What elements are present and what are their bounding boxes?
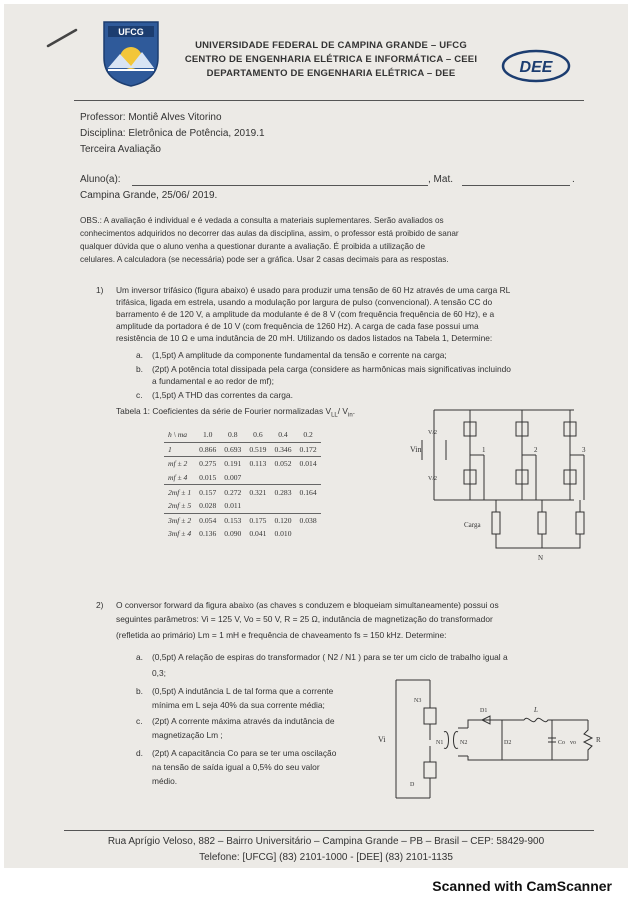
q1b-text-2: a fundamental e ao redor de mf); xyxy=(152,376,274,386)
table-cell xyxy=(245,471,270,485)
dee-logo xyxy=(500,48,572,84)
table-row xyxy=(164,457,321,471)
obs-line-2: conhecimentos adquiridos no decorrer das aulas da disciplina, assim, o professor está proibido de sanar xyxy=(80,229,459,238)
d2-label: D2 xyxy=(504,740,512,746)
ufcg-logo-text: UFCG xyxy=(118,27,144,37)
table-cell: 0.028 xyxy=(195,499,220,513)
q2c-text-1: (2pt) A corrente máxima através da indutância de xyxy=(152,716,335,726)
node-3-label: 3 xyxy=(582,446,586,454)
table-cell: 0.175 xyxy=(249,515,267,525)
center-name: CENTRO DE ENGENHARIA ELÉTRICA E INFORMÁTICA – CEEI xyxy=(184,54,478,65)
table-cell: 0.052 xyxy=(274,459,292,469)
discipline-line: Disciplina: Eletrônica de Potência, 2019.1 xyxy=(80,128,265,139)
table-cell: 0.054 xyxy=(199,515,217,525)
table-header-cell: 0.8 xyxy=(220,428,245,442)
table-row xyxy=(164,471,321,485)
q1c-letter: c. xyxy=(136,390,143,400)
q2a-letter: a. xyxy=(136,652,143,662)
q2c-text-2: magnetização Lm ; xyxy=(152,730,223,740)
table-cell: 0.011 xyxy=(220,499,245,513)
table-cell: mf ± 4 xyxy=(164,471,195,485)
table-cell: 0.153 xyxy=(224,515,242,525)
table-cell: 1 xyxy=(164,442,195,457)
vi-label: Vi xyxy=(378,735,386,744)
table-row xyxy=(164,527,321,541)
table-cell: 0.272 xyxy=(224,487,242,497)
q2b-text-1: (0,5pt) A indutância L de tal forma que a corrente xyxy=(152,686,334,696)
table-header-cell: h \ ma xyxy=(164,428,195,442)
mat-end: . xyxy=(572,174,575,185)
half-voltage-bottom: V/2 xyxy=(428,476,437,482)
table-header-cell: 1.0 xyxy=(195,428,220,442)
q2d-text-2: na tensão de saída igual a 0,5% do seu valor xyxy=(152,762,320,772)
table-cell: 0.010 xyxy=(274,529,292,539)
q2d-text-1: (2pt) A capacitância Co para se ter uma oscilação xyxy=(152,748,337,758)
table-cell: 0.346 xyxy=(270,442,295,457)
scanned-page xyxy=(4,4,628,868)
table-cell: 0.866 xyxy=(195,442,220,457)
q1b-text-1: (2pt) A potência total dissipada pela carga (considere as harmônicas mais significativas incluindo xyxy=(152,364,511,374)
obs-line-1: OBS.: A avaliação é individual e é vedada a consulta a materiais suplementares. Serão avaliados os xyxy=(80,216,444,225)
q2-number: 2) xyxy=(96,600,104,610)
q1a-letter: a. xyxy=(136,350,143,360)
department-name: DEPARTAMENTO DE ENGENHARIA ELÉTRICA – DEE xyxy=(206,68,456,79)
inverter-circuit-diagram xyxy=(404,400,594,570)
table-cell xyxy=(270,471,295,485)
table-cell: 0.014 xyxy=(299,459,317,469)
q2-line-2: seguintes parâmetros: Vi = 125 V, Vo = 50 V, R = 25 Ω, indutância de magnetização do transformador xyxy=(116,614,493,624)
q1c-text: (1,5pt) A THD das correntes da carga. xyxy=(152,390,293,400)
node-2-label: 2 xyxy=(534,446,538,454)
table-header-cell: 0.4 xyxy=(270,428,295,442)
table-cell: 0.275 xyxy=(199,459,217,469)
table-cell: 0.136 xyxy=(199,529,217,539)
footer-divider xyxy=(64,830,594,831)
table-cell: 0.015 xyxy=(195,471,220,485)
pen-stroke-mark xyxy=(44,18,84,58)
q1b-letter: b. xyxy=(136,364,143,374)
table-cell: 0.007 xyxy=(220,471,245,485)
student-label: Aluno(a): xyxy=(80,174,121,185)
q2-line-3: (refletida ao primário) Lm = 1 mH e frequência de chaveamento fs = 150 kHz. Determine: xyxy=(116,630,447,640)
table-cell xyxy=(245,499,270,513)
q2a-text-2: 0,3; xyxy=(152,668,166,678)
scanner-footer xyxy=(0,868,630,909)
table-cell: 3mf ± 2 xyxy=(168,515,192,525)
table-header-cell: 0.6 xyxy=(245,428,270,442)
table-cell: 0.321 xyxy=(249,487,267,497)
table-row xyxy=(164,499,321,513)
table-cell: 3mf ± 4 xyxy=(168,529,192,539)
university-name: UNIVERSIDADE FEDERAL DE CAMPINA GRANDE – UFCG xyxy=(195,40,467,51)
half-voltage-top: V/2 xyxy=(428,430,437,436)
node-1-label: 1 xyxy=(482,446,486,454)
footer-address: Rua Aprígio Veloso, 882 – Bairro Universitário – Campina Grande – PB – Brasil – CEP: 58429-900 xyxy=(107,836,545,847)
obs-line-3: qualquer dúvida que o aluno venha a questionar durante a avaliação. É proibida a utilização de xyxy=(80,242,426,251)
q2b-letter: b. xyxy=(136,686,143,696)
dee-logo-text: DEE xyxy=(519,59,553,76)
table-cell: 0.113 xyxy=(249,459,267,469)
table-cell: 0.041 xyxy=(249,529,267,539)
exam-title: Terceira Avaliação xyxy=(80,144,161,155)
q1-line-4: amplitude da portadora é de 10 V (com frequência de 1260 Hz). A carga de cada fase possui uma xyxy=(116,321,479,331)
q1-number: 1) xyxy=(96,285,104,295)
n2-label: N2 xyxy=(460,740,468,746)
q2d-letter: d. xyxy=(136,748,143,758)
table-cell: 0.172 xyxy=(296,442,321,457)
load-label: Carga xyxy=(464,521,481,529)
table-cell: 0.519 xyxy=(245,442,270,457)
footer-phones: Telefone: [UFCG] (83) 2101-1000 - [DEE] (83) 2101-1135 xyxy=(199,852,453,863)
d3-label: D xyxy=(410,782,415,788)
student-name-blank[interactable] xyxy=(132,185,428,186)
q2c-letter: c. xyxy=(136,716,143,726)
table-header-row xyxy=(164,428,321,442)
q1-line-5: resistência de 10 Ω e uma indutância de 20 mH. Utilizando os dados listados na Tabela 1, Determine: xyxy=(116,333,493,343)
table-row xyxy=(164,485,321,499)
table-cell: 0.693 xyxy=(220,442,245,457)
table-cell: 0.191 xyxy=(224,459,242,469)
inductor-label: L xyxy=(534,706,538,714)
place-date: Campina Grande, 25/06/ 2019. xyxy=(80,190,218,201)
table-cell: 2mf ± 1 xyxy=(168,487,192,497)
table-cell: mf ± 2 xyxy=(168,459,188,469)
capacitor-label: Co xyxy=(558,740,566,746)
table-cell: 0.090 xyxy=(224,529,242,539)
q1-line-1: Um inversor trifásico (figura abaixo) é usado para produzir uma tensão de 60 Hz através de uma carga RL xyxy=(116,285,511,295)
table-cell: 0.164 xyxy=(299,487,317,497)
mat-number-blank[interactable] xyxy=(462,185,570,186)
camscanner-watermark: Scanned with CamScanner xyxy=(432,878,612,894)
table-cell: 0.283 xyxy=(274,487,292,497)
table-cell: 0.038 xyxy=(299,515,317,525)
forward-converter-diagram xyxy=(374,668,610,818)
q1-line-3: barramento é de 120 V, a amplitude da modulante é de 8 V (com frequência frequência de 60 Hz), e a xyxy=(116,309,495,319)
neutral-label: N xyxy=(538,554,544,562)
d1-label: D1 xyxy=(480,708,488,714)
mat-label: , Mat. xyxy=(428,174,454,185)
obs-line-4: celulares. A calculadora (se necessária) pode ser a gráfica. Usar 2 casas decimais para as respostas. xyxy=(80,255,449,264)
n1-label: N1 xyxy=(436,740,444,746)
resistor-label: R xyxy=(596,736,601,744)
vo-label: vo xyxy=(570,740,576,746)
q1a-text: (1,5pt) A amplitude da componente fundamental da tensão e corrente na carga; xyxy=(152,350,447,360)
table-cell xyxy=(270,499,295,513)
vin-label: Vin xyxy=(410,445,422,454)
table-row xyxy=(164,442,321,457)
table-row xyxy=(164,513,321,527)
header-divider xyxy=(74,100,584,101)
q2a-text-1: (0,5pt) A relação de espiras do transformador ( N2 / N1 ) para se ter um ciclo de trabalho igual a xyxy=(152,652,508,662)
professor-line: Professor: Montiê Alves Vitorino xyxy=(80,112,222,123)
table-cell: 2mf ± 5 xyxy=(164,499,195,513)
table-cell xyxy=(296,499,321,513)
table-header-cell: 0.2 xyxy=(296,428,321,442)
n3-label: N3 xyxy=(414,698,422,704)
table-cell: 0.157 xyxy=(199,487,217,497)
q1-line-2: trifásica, ligada em estrela, usando a modulação por largura de pulso (convencional). A tensão CC do xyxy=(116,297,493,307)
fourier-table xyxy=(164,428,321,541)
q2b-text-2: mínima em L seja 40% da sua corrente média; xyxy=(152,700,325,710)
table-cell xyxy=(296,471,321,485)
q2-line-1: O conversor forward da figura abaixo (as chaves s conduzem e bloqueiam simultaneamente) possui os xyxy=(116,600,499,610)
table-caption: Tabela 1: Coeficientes da série de Fourier normalizadas $V_{LL}/$ $V_{in}$. xyxy=(116,406,356,419)
q2d-text-3: médio. xyxy=(152,776,178,786)
table-cell: 0.120 xyxy=(274,515,292,525)
table-cell xyxy=(296,527,321,541)
